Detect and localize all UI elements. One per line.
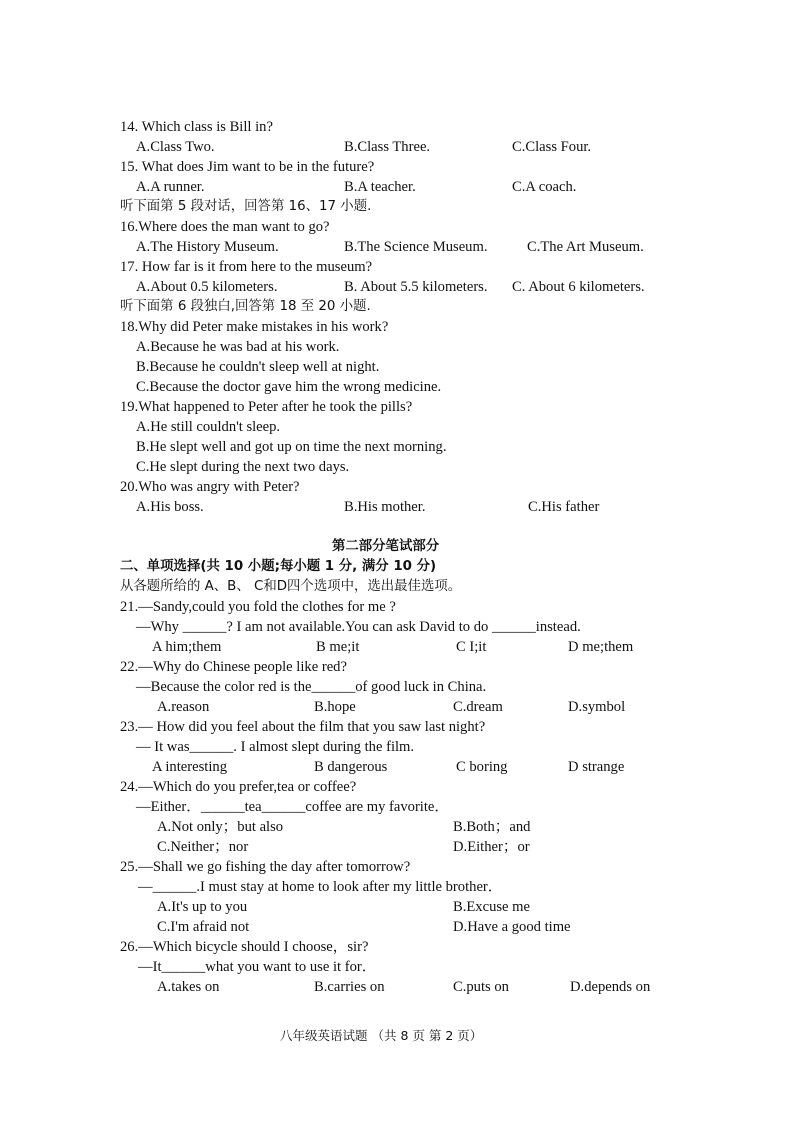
q21-option-d: D me;them (568, 639, 634, 655)
q21-line1: 21.—Sandy,could you fold the clothes for me ? (120, 599, 396, 615)
q20-option-b: B.His mother. (344, 499, 426, 515)
q23-option-b: B dangerous (314, 759, 388, 775)
q16-stem: 16.Where does the man want to go? (120, 219, 330, 235)
q16-option-a: A.The History Museum. (136, 239, 279, 255)
q22-option-c: C.dream (453, 699, 503, 715)
q24-option-c: C.Neither；nor (157, 839, 249, 855)
q17-option-a: A.About 0.5 kilometers. (136, 279, 278, 295)
section-instruction-5: 听下面第 5 段对话，回答第 16、17 小题. (120, 199, 372, 214)
section-instruction: 从各题所给的 A、B、 C和D四个选项中，选出最佳选项。 (120, 579, 462, 594)
q16-option-c: C.The Art Museum. (527, 239, 644, 255)
part-title: 第二部分笔试部分 (332, 539, 440, 554)
q21-line2: —Why ______? I am not available.You can ask David to do ______instead. (136, 619, 581, 635)
q14-option-a: A.Class Two. (136, 139, 215, 155)
q22-line1: 22.—Why do Chinese people like red? (120, 659, 347, 675)
q25-option-c: C.I'm afraid not (157, 919, 250, 935)
q24-option-b: B.Both；and (453, 819, 531, 835)
q24-line1: 24.—Which do you prefer,tea or coffee? (120, 779, 357, 795)
q14-option-b: B.Class Three. (344, 139, 431, 155)
q19-option-c: C.He slept during the next two days. (136, 459, 350, 475)
section-heading: 二、单项选择(共 10 小题;每小题 1 分, 满分 10 分) (120, 559, 437, 574)
q19-option-b: B.He slept well and got up on time the next morning. (136, 439, 447, 455)
q15-stem: 15. What does Jim want to be in the future? (120, 159, 375, 175)
q23-option-c: C boring (456, 759, 508, 775)
q14-option-c: C.Class Four. (512, 139, 592, 155)
q21-option-a: A him;them (152, 639, 222, 655)
q21-option-b: B me;it (316, 639, 360, 655)
q25-line2: —______.I must stay at home to look after my little brother． (138, 879, 503, 895)
q18-option-a: A.Because he was bad at his work. (136, 339, 340, 355)
q17-option-c: C. About 6 kilometers. (512, 279, 645, 295)
q20-option-c: C.His father (528, 499, 600, 515)
q15-option-a: A.A runner. (136, 179, 205, 195)
q26-option-a: A.takes on (157, 979, 220, 995)
q22-option-b: B.hope (314, 699, 356, 715)
q25-line1: 25.—Shall we go fishing the day after tomorrow? (120, 859, 411, 875)
q21-option-c: C I;it (456, 639, 487, 655)
q15-option-c: C.A coach. (512, 179, 577, 195)
q23-line2: — It was______. I almost slept during the film. (136, 739, 415, 755)
q15-option-b: B.A teacher. (344, 179, 416, 195)
q18-option-c: C.Because the doctor gave him the wrong medicine. (136, 379, 442, 395)
q14-stem: 14. Which class is Bill in? (120, 119, 273, 135)
q22-option-d: D.symbol (568, 699, 626, 715)
q26-line1: 26.—Which bicycle should I choose，sir? (120, 939, 369, 955)
q26-option-c: C.puts on (453, 979, 509, 995)
q16-option-b: B.The Science Museum. (344, 239, 488, 255)
q23-line1: 23.— How did you feel about the film that you saw last night? (120, 719, 486, 735)
q26-option-b: B.carries on (314, 979, 385, 995)
q25-option-a: A.It's up to you (157, 899, 248, 915)
q22-line2: —Because the color red is the______of good luck in China. (136, 679, 487, 695)
page-footer: 八年级英语试题 （共 8 页 第 2 页） (280, 1028, 483, 1043)
q25-option-d: D.Have a good time (453, 919, 571, 935)
q23-option-a: A interesting (152, 759, 227, 775)
q20-option-a: A.His boss. (136, 499, 204, 515)
q26-line2: —It______what you want to use it for． (138, 959, 377, 975)
q25-option-b: B.Excuse me (453, 899, 531, 915)
q23-option-d: D strange (568, 759, 625, 775)
section-instruction-6: 听下面第 6 段独白,回答第 18 至 20 小题. (120, 299, 371, 314)
q19-stem: 19.What happened to Peter after he took the pills? (120, 399, 413, 415)
q19-option-a: A.He still couldn't sleep. (136, 419, 281, 435)
q26-option-d: D.depends on (570, 979, 651, 995)
q18-option-b: B.Because he couldn't sleep well at night. (136, 359, 380, 375)
q22-option-a: A.reason (157, 699, 210, 715)
q17-stem: 17. How far is it from here to the museum? (120, 259, 373, 275)
q17-option-b: B. About 5.5 kilometers. (344, 279, 488, 295)
q18-stem: 18.Why did Peter make mistakes in his work? (120, 319, 389, 335)
q20-stem: 20.Who was angry with Peter? (120, 479, 300, 495)
q24-option-d: D.Either；or (453, 839, 530, 855)
q24-line2: —Either．______tea______coffee are my favorite． (136, 799, 449, 815)
q24-option-a: A.Not only；but also (157, 819, 284, 835)
